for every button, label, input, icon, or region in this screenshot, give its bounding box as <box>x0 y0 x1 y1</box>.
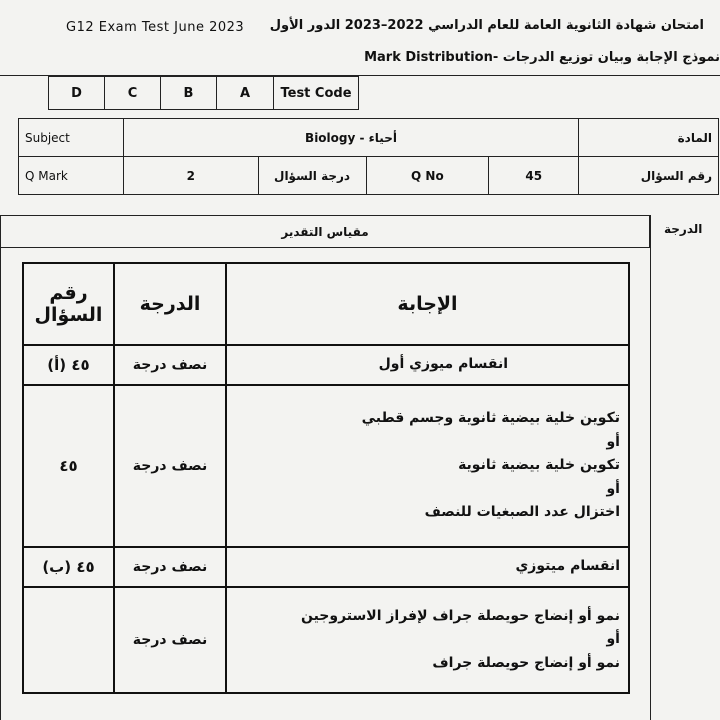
row-answer <box>226 345 629 385</box>
answer-line: اختزال عدد الصبغيات للنصف <box>424 504 620 521</box>
answer-line: نمو أو إنضاج حويصلة جراف <box>432 654 620 671</box>
key-test-code: Test Code <box>273 76 359 110</box>
row-qnum: ٤٥ <box>23 385 114 547</box>
key-a: A <box>216 76 274 110</box>
answer-line: نمو أو إنضاج حويصلة جراف لإفراز الاستروجين <box>300 607 620 624</box>
mark-distribution-title: نموذج الإجابة وبيان توزيع الدرجات -Mark Distribution <box>364 50 720 65</box>
exam-title-ar: امتحان شهادة الثانوية العامة للعام الدراسي 2022–2023 الدور الأول <box>269 18 704 33</box>
qmark-label-ar: درجة السؤال <box>258 157 366 195</box>
table-row <box>23 385 629 547</box>
row-grade: نصف درجة <box>114 547 226 587</box>
row-grade: نصف درجة <box>114 587 226 693</box>
table-row <box>23 587 629 693</box>
qmark-value: 2 <box>123 157 258 195</box>
row-answer <box>226 385 629 547</box>
exam-title-en: G12 Exam Test June 2023 <box>66 20 245 35</box>
row-answer <box>226 547 629 587</box>
subject-label-en: Subject <box>19 119 124 157</box>
subject-label-ar: المادة <box>579 119 719 157</box>
answer-line: انقسام ميتوزي <box>515 558 620 575</box>
subject-value: Biology - أحياء <box>123 119 578 157</box>
row-grade: نصف درجة <box>114 345 226 385</box>
info-table <box>18 118 719 195</box>
answer-line: أو <box>606 631 620 648</box>
qno-label-ar: رقم السؤال <box>579 157 719 195</box>
qnum-header-line1: رقم <box>49 282 88 304</box>
key-c: C <box>104 76 161 110</box>
row-qnum: ٤٥ (أ) <box>23 345 114 385</box>
answer-header: الإجابة <box>226 263 629 345</box>
row-qnum <box>23 587 114 693</box>
key-d: D <box>48 76 105 110</box>
answer-line: أو <box>606 433 620 450</box>
table-row <box>23 547 629 587</box>
answer-table <box>22 262 630 694</box>
grade-column-label: الدرجة <box>664 222 703 236</box>
scale-title: مقياس التقدير <box>0 215 650 248</box>
row-qnum: ٤٥ (ب) <box>23 547 114 587</box>
answer-line: أو <box>606 480 620 497</box>
table-header-row <box>23 263 629 345</box>
grade-header: الدرجة <box>114 263 226 345</box>
row-grade: نصف درجة <box>114 385 226 547</box>
qnum-header <box>23 263 114 345</box>
qnum-header-line2: السؤال <box>34 304 103 326</box>
qmark-label-en: Q Mark <box>19 157 124 195</box>
qno-label-en: Q No <box>366 157 489 195</box>
outer-left-border <box>0 248 1 720</box>
row-answer <box>226 587 629 693</box>
answer-line: تكوين خلية بيضية ثانوية وجسم قطبي <box>361 410 620 427</box>
answer-line: تكوين خلية بيضية ثانوية <box>458 457 620 474</box>
grade-column-divider <box>650 215 651 720</box>
answer-line: انقسام ميوزي أول <box>378 356 508 373</box>
table-row <box>23 345 629 385</box>
qno-value: 45 <box>489 157 579 195</box>
key-b: B <box>160 76 217 110</box>
